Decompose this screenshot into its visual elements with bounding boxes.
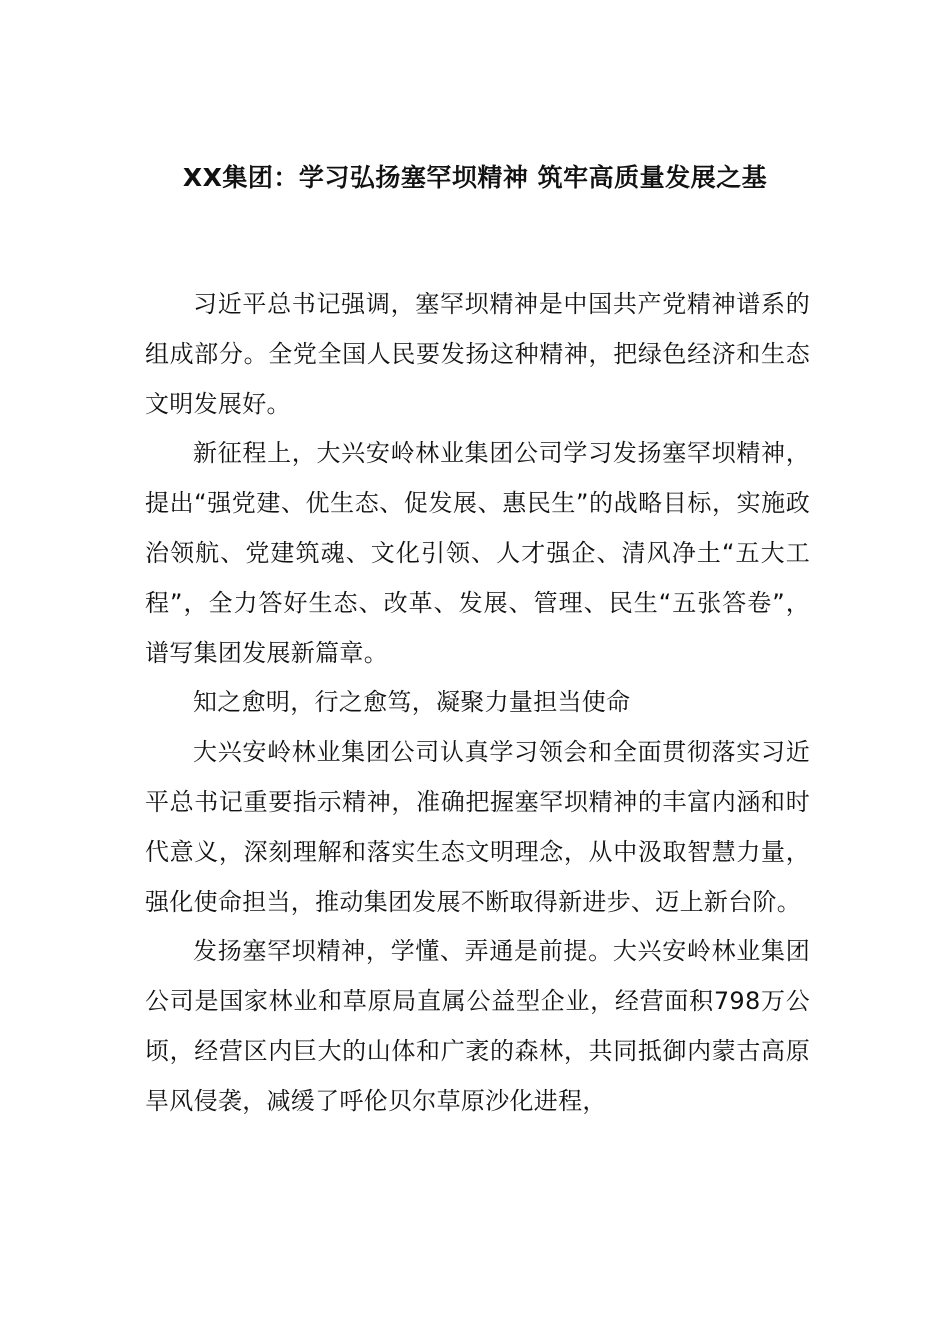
section-heading: 知之愈明，行之愈笃，凝聚力量担当使命 [193, 688, 631, 717]
paragraph-4: 发扬塞罕坝精神，学懂、弄通是前提。大兴安岭林业集团公司是国家林业和草原局直属公益型企业，经营面积798万公顷，经营区内巨大的山体和广袤的森林，共同抵御内蒙古高原旱风侵袭，减缓了呼伦贝尔草原沙化进程， [145, 937, 810, 1115]
document-title: XX集团：学习弘扬塞罕坝精神 筑牢高质量发展之基 [182, 163, 768, 192]
paragraph-2: 新征程上，大兴安岭林业集团公司学习发扬塞罕坝精神，提出“强党建、优生态、促发展、惠民生”的战略目标，实施政治领航、党建筑魂、文化引领、人才强企、清风净土“五大工程”，全力答好生态、改革、发展、管理、民生“五张答卷”，谱写集团发展新篇章。 [145, 439, 810, 667]
paragraph-3: 大兴安岭林业集团公司认真学习领会和全面贯彻落实习近平总书记重要指示精神，准确把握塞罕坝精神的丰富内涵和时代意义，深刻理解和落实生态文明理念，从中汲取智慧力量，强化使命担当，推动集团发展不断取得新进步、迈上新台阶。 [145, 738, 810, 916]
document-body [145, 280, 810, 1127]
paragraph-1: 习近平总书记强调，塞罕坝精神是中国共产党精神谱系的组成部分。全党全国人民要发扬这种精神，把绿色经济和生态文明发展好。 [145, 290, 810, 418]
